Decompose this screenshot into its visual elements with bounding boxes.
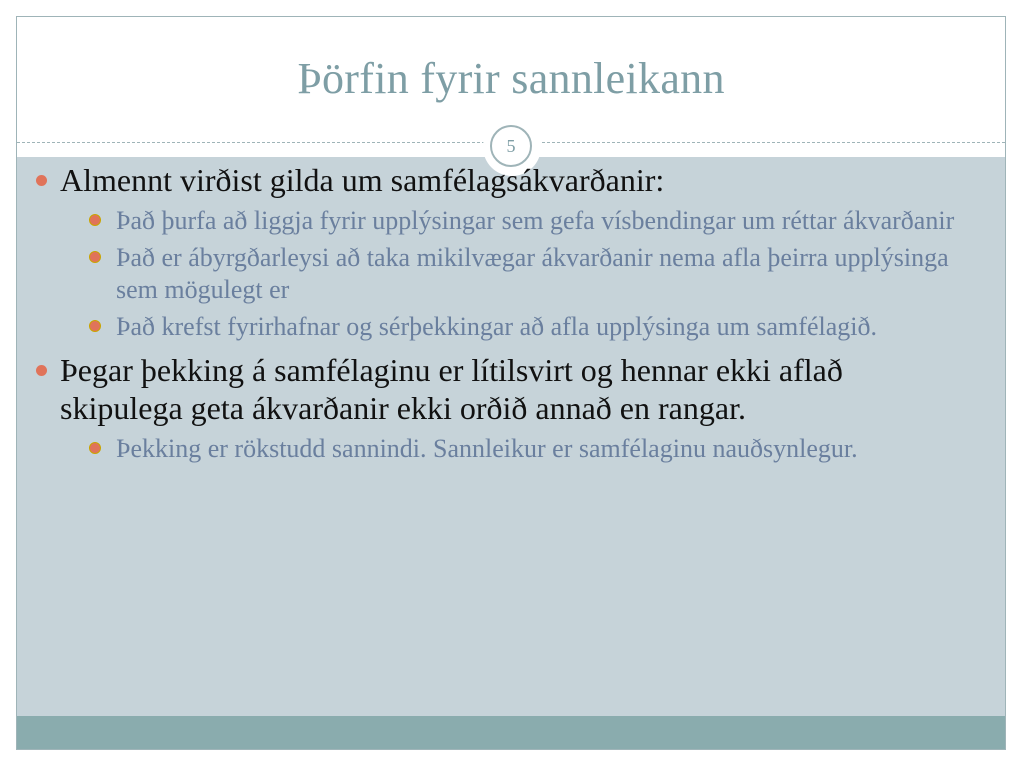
sub-bullet-item bbox=[60, 205, 964, 237]
bullet-dot-icon bbox=[36, 175, 47, 186]
bullet-item bbox=[34, 161, 964, 343]
sub-bullet-text: Það krefst fyrirhafnar og sérþekkingar að afla upplýsinga um samfélagið. bbox=[116, 312, 877, 341]
sub-bullet-item bbox=[60, 311, 964, 343]
sub-bullet-text: Þekking er rökstudd sannindi. Sannleikur er samfélaginu nauðsynlegur. bbox=[116, 434, 858, 463]
circle-bullet-icon bbox=[89, 214, 101, 226]
sub-bullet-list bbox=[60, 205, 964, 343]
circle-bullet-icon bbox=[89, 320, 101, 332]
sub-bullet-text: Það þurfa að liggja fyrir upplýsingar sem gefa vísbendingar um réttar ákvarðanir bbox=[116, 206, 955, 235]
bullet-item bbox=[34, 351, 964, 465]
slide-title: Þörfin fyrir sannleikann bbox=[297, 54, 725, 103]
sub-bullet-list bbox=[60, 433, 964, 465]
sub-bullet-item bbox=[60, 433, 964, 465]
bullet-list bbox=[34, 161, 964, 471]
circle-bullet-icon bbox=[89, 442, 101, 454]
bullet-text: Almennt virðist gilda um samfélagsákvarðanir: bbox=[60, 162, 665, 198]
sub-bullet-text: Það er ábyrgðarleysi að taka mikilvægar ákvarðanir nema afla þeirra upplýsinga sem mögulegt er bbox=[116, 243, 949, 304]
bottom-bar bbox=[17, 716, 1005, 750]
sub-bullet-item bbox=[60, 242, 964, 306]
bullet-dot-icon bbox=[36, 365, 47, 376]
circle-bullet-icon bbox=[89, 251, 101, 263]
bullet-text: Þegar þekking á samfélaginu er lítilsvirt og hennar ekki aflað skipulega geta ákvarðanir ekki orðið annað en rangar. bbox=[60, 352, 843, 426]
slide-number: 5 bbox=[490, 125, 532, 167]
